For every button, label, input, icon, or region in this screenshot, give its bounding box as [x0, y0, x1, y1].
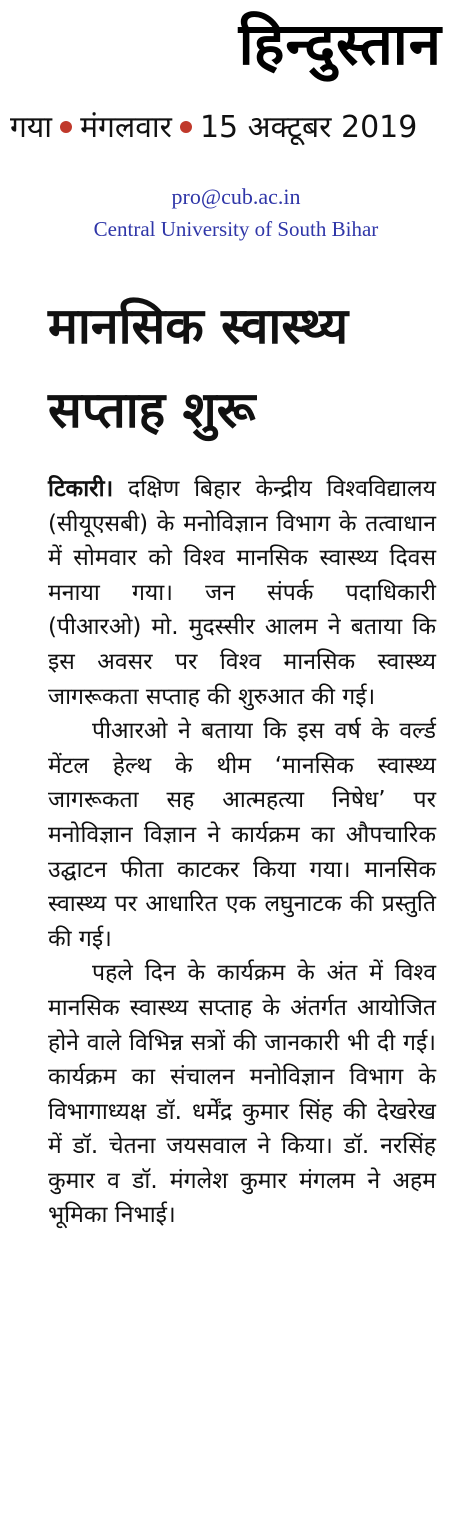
university-name: Central University of South Bihar: [93, 217, 379, 241]
masthead: [0, 4, 472, 84]
article-paragraph-3: पहले दिन के कार्यक्रम के अंत में विश्व मानसिक स्वास्थ्य सप्ताह के अंतर्गत आयोजित होने वाले विभिन्न सत्रों की जानकारी भी दी गई। कार्यक्रम का संचालन मनोविज्ञान विभाग के विभागाध्यक्ष डॉ. धर्मेंद्र कुमार सिंह की देखरेख में डॉ. चेतना जयसवाल ने किया। डॉ. नरसिंह कुमार व डॉ. मंगलेश कुमार मंगलम ने अहम भूमिका निभाई।: [48, 960, 436, 1229]
bullet-dot-icon: [180, 121, 192, 133]
article-paragraph-1-text: दक्षिण बिहार केन्द्रीय विश्वविद्यालय (सीयूएसबी) के मनोविज्ञान विभाग के तत्वाधान में सोमवार को विश्व मानसिक स्वास्थ्य दिवस मनाया गया। जन संपर्क पदाधिकारी (पीआरओ) मो. मुदस्सीर आलम ने बताया कि इस अवसर पर विश्व मानसिक स्वास्थ्य जागरूकता सप्ताह की शुरुआत की गई।: [48, 476, 436, 710]
article-paragraph-1: [48, 472, 436, 714]
bullet-dot-icon: [60, 121, 72, 133]
newspaper-title: हिन्दुस्तान: [238, 10, 442, 78]
headline-line-2: सप्ताह शुरू: [48, 381, 256, 439]
dateline-city: गया: [10, 110, 53, 145]
contact-email: pro@cub.ac.in: [171, 184, 301, 209]
dateline: [10, 106, 462, 150]
headline: [48, 284, 458, 452]
article-body: [48, 472, 436, 1233]
dateline-day: मंगलवार: [80, 110, 172, 145]
article-dateline: टिकारी।: [48, 476, 114, 502]
headline-line-1: मानसिक स्वास्थ्य: [48, 297, 349, 355]
article-paragraph-2: पीआरओ ने बताया कि इस वर्ष के वर्ल्ड मेंटल हेल्थ के थीम ‘मानसिक स्वास्थ्य जागरूकता सह आत्महत्या निषेध’ पर मनोविज्ञान विज्ञान ने कार्यक्रम का औपचारिक उद्घाटन फीता काटकर किया गया। मानसिक स्वास्थ्य पर आधारित एक लघुनाटक की प्रस्तुति की गई।: [48, 718, 436, 952]
dateline-date: 15 अक्टूबर 2019: [199, 110, 418, 145]
